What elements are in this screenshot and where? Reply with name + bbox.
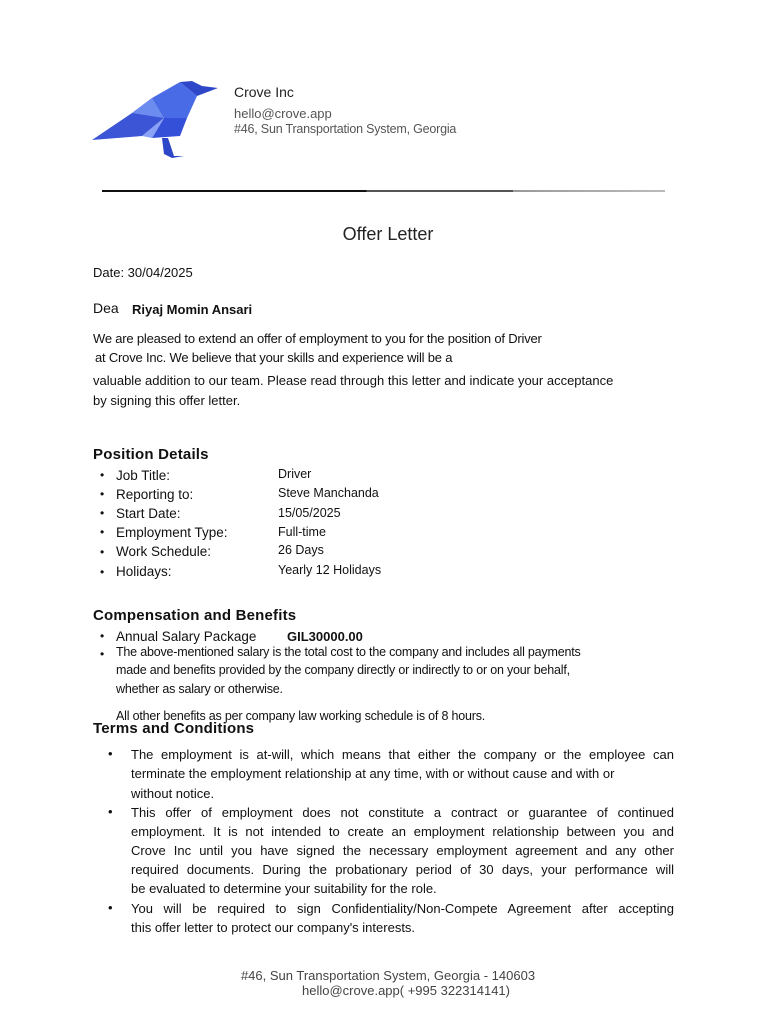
job-title-label: Job Title: xyxy=(116,468,171,483)
compensation-note-line: whether as salary or otherwise. xyxy=(116,682,283,696)
bullet-dot-icon: • xyxy=(108,746,113,761)
bullet-dot-icon: • xyxy=(108,900,113,915)
header-divider xyxy=(102,190,665,192)
terms-line: Crove Inc until you have signed the necessary employment agreement and any other xyxy=(131,843,674,858)
recipient-name: Riyaj Momin Ansari xyxy=(132,302,253,317)
footer-contact: hello@crove.app( +995 322314141) xyxy=(302,983,510,998)
page-title: Offer Letter xyxy=(342,224,434,244)
start-date-label: Start Date: xyxy=(116,506,181,521)
terms-heading: Terms and Conditions xyxy=(93,720,255,737)
salutation: Dea xyxy=(93,300,119,316)
employment-type-label: Employment Type: xyxy=(116,525,228,540)
work-schedule-label: Work Schedule: xyxy=(116,544,212,559)
intro-line: by signing this offer letter. xyxy=(93,393,241,408)
terms-line: You will be required to sign Confidentiality/Non-Compete Agreement after accepting xyxy=(131,901,674,916)
intro-line: We are pleased to extend an offer of employment to you for the position of Driver xyxy=(93,331,542,346)
bullet-dot-icon: • xyxy=(100,647,105,661)
intro-line: valuable addition to our team. Please read through this letter and indicate your acceptance xyxy=(93,373,614,388)
bullet-dot-icon: • xyxy=(100,487,105,501)
letter-date: Date: 30/04/2025 xyxy=(93,265,193,280)
holidays-value: Yearly 12 Holidays xyxy=(278,563,382,577)
terms-line: terminate the employment relationship at any time, with or without cause and with or xyxy=(131,766,615,781)
bullet-dot-icon: • xyxy=(100,506,105,520)
terms-line: be evaluated to determine your suitability for the role. xyxy=(131,881,437,896)
salary-value: GIL30000.00 xyxy=(287,629,363,644)
crow-logo-icon xyxy=(92,78,220,158)
bullet-dot-icon: • xyxy=(108,804,113,819)
company-name: Crove Inc xyxy=(234,84,294,100)
compensation-heading: Compensation and Benefits xyxy=(93,607,297,624)
intro-line: at Crove Inc. We believe that your skills and experience will be a xyxy=(95,350,453,365)
work-schedule-value: 26 Days xyxy=(278,543,324,557)
salary-label: Annual Salary Package xyxy=(116,629,257,644)
terms-line: The employment is at-will, which means that either the company or the employee can xyxy=(131,747,674,762)
compensation-note-line: made and benefits provided by the company directly or indirectly to or on your behalf, xyxy=(116,663,570,677)
employment-type-value: Full-time xyxy=(278,525,326,539)
company-address: #46, Sun Transportation System, Georgia xyxy=(234,122,457,136)
holidays-label: Holidays: xyxy=(116,564,172,579)
position-heading: Position Details xyxy=(93,446,209,463)
other-benefits: All other benefits as per company law working schedule is of 8 hours. xyxy=(116,709,486,723)
compensation-note-line: The above-mentioned salary is the total cost to the company and includes all payments xyxy=(116,645,581,659)
job-title-value: Driver xyxy=(278,467,312,481)
bullet-dot-icon: • xyxy=(100,629,105,643)
bullet-dot-icon: • xyxy=(100,565,105,579)
terms-line: required documents. During the probationary period of 30 days, your performance will xyxy=(131,862,674,877)
start-date-value: 15/05/2025 xyxy=(278,506,341,520)
terms-line: without notice. xyxy=(131,786,215,801)
terms-line: employment. It is not intended to create an employment relationship between you and xyxy=(131,824,674,839)
company-email: hello@crove.app xyxy=(234,106,332,121)
bullet-dot-icon: • xyxy=(100,525,105,539)
reporting-value: Steve Manchanda xyxy=(278,486,379,500)
footer-address: #46, Sun Transportation System, Georgia - 140603 xyxy=(240,968,536,983)
terms-line: this offer letter to protect our company's interests. xyxy=(131,920,416,935)
reporting-label: Reporting to: xyxy=(116,487,194,502)
bullet-dot-icon: • xyxy=(100,545,105,559)
terms-line: This offer of employment does not constitute a contract or guarantee of continued xyxy=(131,805,674,820)
bullet-dot-icon: • xyxy=(100,468,105,482)
